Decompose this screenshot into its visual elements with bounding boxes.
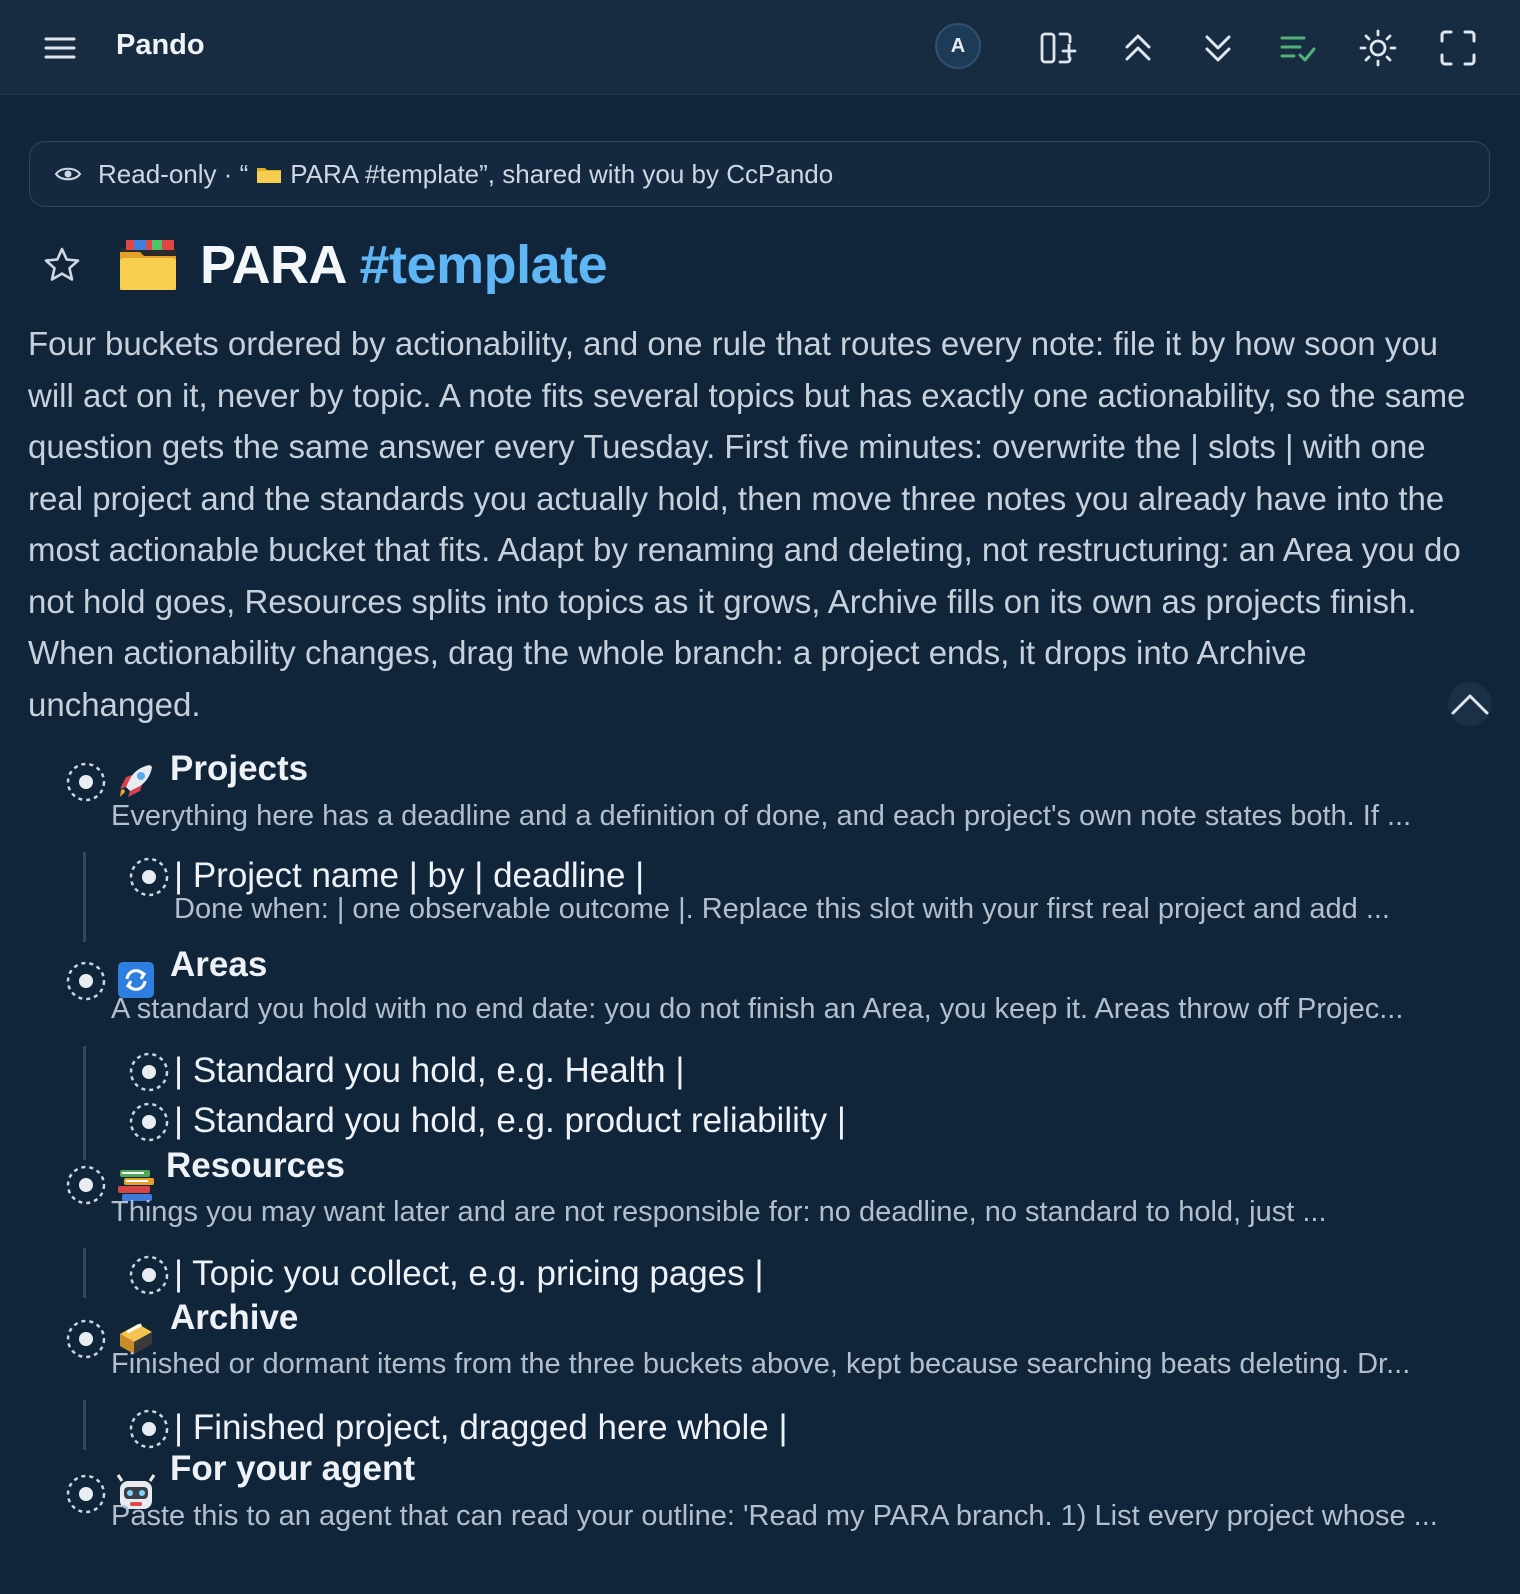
collapse-description-button[interactable] [1448,682,1492,726]
theme-sun-icon[interactable] [1356,26,1400,70]
resources-bullet[interactable] [65,1164,107,1206]
folder-icon [116,238,180,292]
eye-icon [54,164,82,184]
outline-title-resources[interactable]: Resources [166,1146,345,1185]
page-title-text: PARA [200,235,345,295]
folder-icon [256,164,282,184]
outline-title-areas[interactable]: Areas [170,945,268,984]
area-child-bullet[interactable] [128,1101,170,1143]
projects-bullet[interactable] [65,761,107,803]
area-child-bullet[interactable] [128,1051,170,1093]
outline-note-projects: Everything here has a deadline and a definition of done, and each project's own note states both. If ... [111,800,1412,832]
archive-child-bullet[interactable] [128,1408,170,1450]
template-tag[interactable]: #template [359,235,608,295]
banner-suffix: ”, shared with you by CcPando [479,158,834,189]
resources-guide-line [83,1248,86,1298]
page-description: Four buckets ordered by actionability, and one rule that routes every note: file it by how soon you will act on it, never by topic. A note fits several topics but has exactly one actionability, so the same question gets the same answer every Tuesday. First five minutes: overwrite the | slots | with one real project and the standards you actually hold, then move three notes you already have into the most actionable bucket that fits. Adapt by renaming and deleting, not restructuring: an Area you do not hold goes, Resources splits into topics as it grows, Archive fills on its own as projects finish. When actionability changes, drag the whole branch: a project ends, it drops into Archive unchanged. [28,325,1466,723]
project-child-bullet[interactable] [128,856,170,898]
chevron-up-icon [1450,692,1490,716]
agent-bullet[interactable] [65,1473,107,1515]
outline-note-project-slot: Done when: | one observable outcome |. Replace this slot with your first real project and add ... [174,893,1390,925]
add-panel-icon[interactable] [1036,26,1080,70]
star-icon[interactable] [42,245,82,285]
outline-note-agent: Paste this to an agent that can read your outline: 'Read my PARA branch. 1) List every project whose ... [111,1500,1438,1532]
projects-guide-line [83,852,86,942]
collapse-all-icon[interactable] [1116,26,1160,70]
outline-title-archive-finished[interactable]: | Finished project, dragged here whole | [174,1408,788,1447]
outline-title-agent[interactable]: For your agent [170,1449,416,1488]
outline-note-resources: Things you may want later and are not responsible for: no deadline, no standard to hold, just ... [111,1196,1327,1228]
top-bar [0,0,1520,95]
outline-note-archive: Finished or dormant items from the three buckets above, kept because searching beats deleting. Dr... [111,1348,1411,1380]
outline-title-area-health[interactable]: | Standard you hold, e.g. Health | [174,1051,685,1090]
archive-guide-line [83,1400,86,1450]
page-title [200,234,607,296]
banner-doc-name: PARA #template [290,158,480,189]
user-avatar[interactable]: A [935,23,981,69]
outline-title-resource-topic[interactable]: | Topic you collect, e.g. pricing pages | [174,1254,764,1293]
resource-child-bullet[interactable] [128,1254,170,1296]
title-row [42,230,607,300]
outline-title-project-slot[interactable]: | Project name | by | deadline | [174,856,645,895]
checklist-icon[interactable] [1276,26,1320,70]
expand-all-icon[interactable] [1196,26,1240,70]
areas-guide-line [83,1046,86,1160]
read-only-banner [29,141,1490,207]
app-title: Pando [116,29,205,61]
outline-title-area-reliability[interactable]: | Standard you hold, e.g. product reliability | [174,1101,846,1140]
outline-title-archive[interactable]: Archive [170,1298,299,1337]
outline-title-projects[interactable]: Projects [170,749,309,788]
menu-icon[interactable] [42,30,78,66]
areas-bullet[interactable] [65,960,107,1002]
archive-bullet[interactable] [65,1318,107,1360]
outline-note-areas: A standard you hold with no end date: you do not finish an Area, you keep it. Areas throw off Projec... [111,993,1404,1025]
rocket-icon [116,761,156,801]
fullscreen-icon[interactable] [1436,26,1480,70]
banner-prefix: Read-only · “ [98,158,249,189]
